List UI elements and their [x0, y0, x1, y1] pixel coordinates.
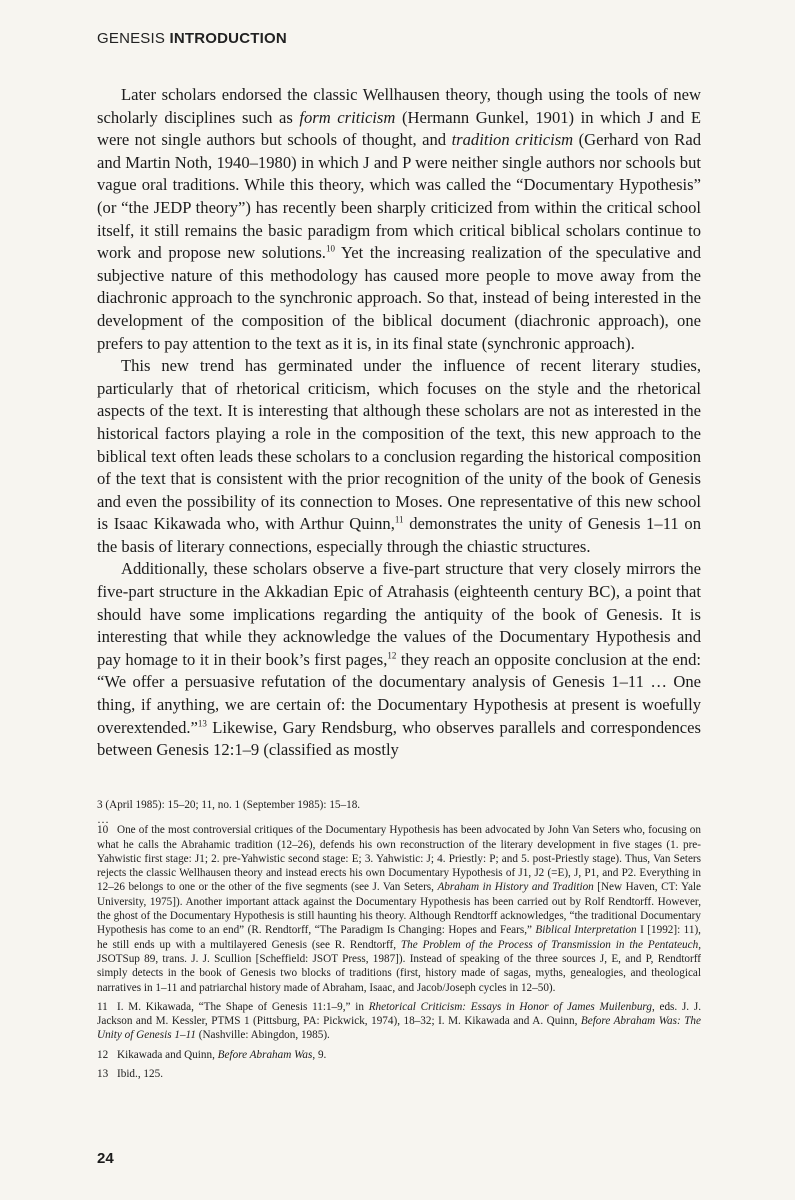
paragraph — [97, 84, 701, 355]
running-head-book: GENESIS — [97, 30, 166, 47]
text-run: One of the most controversial critiques of the Documentary Hypothesis has been advocated by John Van Seters who, focusing on what he calls the Abrahamic tradition (12–26), defends his own reconstruction of the literary development in five stages (1. pre-Yahwistic first stage: J1; 2. pre-Yahwistic second stage: E; 3. Yahwistic: J; 4. Priestly: P; and 5. post-Priestly stage). Thus, Van Seters rejects the classic Wellhausen theory and instead erects his own Documentary Hypothesis of J1, J2 (=E), J, P1, and P2. Everything in 12–26 belongs to one or the other of the five segments (see J. Van Seters, — [97, 824, 701, 894]
text-run: (Hermann Gunkel, 1901) in which J and E were not single authors but schools of thought, and — [97, 107, 701, 150]
text-run: Likewise, Gary Rendsburg, who observes parallels and correspondences between Genesis 12:1–9 (classified as mostly — [97, 717, 701, 760]
main-text — [97, 84, 701, 762]
text-run: I. M. Kikawada, “The Shape of Genesis 11:1–9,” in — [117, 1000, 369, 1013]
text-run: Ibid., 125. — [117, 1068, 163, 1081]
italic-text: Before Abraham Was — [217, 1048, 313, 1061]
footnote-number: 12 — [97, 1048, 109, 1061]
text-run: (Gerhard von Rad and Martin Noth, 1940–1980) in which J and P were neither single authors nor schools but vague oral traditions. While this theory, which was called the “Documentary Hypothesis” (or “the JEDP theory”) has recently been sharply criticized from within the critical school itself, it still remains the basic paradigm from which critical biblical scholars continue to work and propose new solutions. — [97, 130, 702, 263]
footnote-ref: 11 — [394, 514, 404, 525]
footnote-ellipsis: … — [97, 812, 110, 827]
running-head-section: INTRODUCTION — [169, 30, 287, 47]
italic-text: Rhetorical Criticism: Essays in Honor of James Muilenburg — [368, 1000, 652, 1013]
footnote-number: 10 — [97, 824, 109, 837]
italic-text: form criticism — [299, 107, 396, 127]
text-run: This new trend has germinated under the influence of recent literary studies, particularly that of rhetorical criticism, which focuses on the style and the rhetorical aspects of the text. It is interesting that although these scholars are not as interested in the historical factors playing a role in the composition of the text, this new approach to the biblical text often leads these scholars to a conclusion regarding the historical composition of the text that is consistent with the prior recognition of the unity of the book of Genesis and even the possibility of its connection to Moses. One representative of this new school is Isaac Kikawada who, with Arthur Quinn, — [97, 356, 701, 534]
paragraph — [97, 558, 701, 761]
text-run: Yet the increasing realization of the speculative and subjective nature of this methodology has caused more people to move away from the diachronic approach to the synchronic approach. So that, instead of being interested in the development of the composition of the biblical document (diachronic approach), one prefers to pay attention to the text as it is, in its final state (synchronic approach). — [97, 243, 702, 353]
running-head — [97, 30, 287, 47]
footnote-number: 13 — [97, 1068, 109, 1081]
italic-text: Biblical Interpretation — [535, 924, 637, 937]
text-run: , JSOTSup 89, trans. J. J. Scullion [Scheffield: JSOT Press, 1987]). Instead of speaking of the three sources J, E, and P, Rendtorff simply detects in the book of Genesis two blocks of traditions (first, history made of sagas, myths, genealogies, and theological narratives in 1–11 and patriarchal history made of Abraham, Isaac, and Jacob/Joseph cycles in 12–50). — [97, 938, 701, 994]
text-run: (Nashville: Abingdon, 1985). — [195, 1029, 330, 1042]
italic-text: Abraham in History and Tradition — [437, 881, 594, 894]
footnote — [97, 823, 701, 995]
footnote-ref: 10 — [325, 243, 335, 254]
footnote-ref: 12 — [387, 650, 397, 661]
text-run: [New Haven, CT: Yale University, 1975]). Another important attack against the Documentary Hypothesis has been carried out by Rolf Rendtorff. However, the ghost of the Documentary Hypothesis is still haunting his theory. Although Rendtorff acknowledges, “the traditional Documentary Hypothesis has come to an end” (R. Rendtorff, “The Paradigm Is Changing: Hopes and Fears,” — [97, 881, 701, 937]
footnote — [97, 1000, 701, 1043]
text-run: , eds. J. J. Jackson and M. Kessler, PTMS 1 (Pittsburg, PA: Pickwick, 1974), 18–32; I. M. Kikawada and A. Quinn, — [97, 1000, 701, 1028]
text-run: Additionally, these scholars observe a five-part structure that very closely mirrors the five-part structure in the Akkadian Epic of Atrahasis (eighteenth century BC), a point that should have some implications regarding the antiquity of the book of Genesis. It is interesting that while they acknowledge the values of the Documentary Hypothesis and pay homage to it in their book’s first pages, — [97, 559, 701, 669]
text-run: demonstrates the unity of Genesis 1–11 on the basis of literary connections, especially through the chiastic structures. — [97, 514, 701, 556]
footnote-ref: 13 — [197, 718, 207, 729]
italic-text: The Problem of the Process of Transmission in the Pentateuch — [400, 938, 699, 951]
text-run: they reach an opposite conclusion at the end: “We offer a persuasive refutation of the documentary analysis of Genesis 1–11 … One thing, if anything, we are certain of: the Documentary Hypothesis at present is woefully overextended.” — [97, 649, 701, 737]
footnote — [97, 1067, 701, 1081]
paragraph — [97, 355, 701, 558]
text-run: I [1992]: 11), he still ends up with a multilayered Genesis (see R. Rendtorff, — [97, 924, 701, 951]
text-run: Kikawada and Quinn, — [117, 1048, 218, 1061]
text-run: , 9. — [312, 1048, 327, 1061]
text-run: Later scholars endorsed the classic Wellhausen theory, though using the tools of new scholarly disciplines such as — [97, 85, 701, 127]
footnote — [97, 1048, 701, 1062]
footnote-continuation: 3 (April 1985): 15–20; 11, no. 1 (September 1985): 15–18. — [97, 799, 361, 811]
italic-text: tradition criticism — [451, 130, 574, 150]
footnotes — [97, 798, 701, 1086]
footnote-number: 11 — [97, 1000, 108, 1013]
page-number: 24 — [97, 1150, 114, 1167]
italic-text: Before Abraham Was: The Unity of Genesis 1–11 — [97, 1015, 701, 1042]
